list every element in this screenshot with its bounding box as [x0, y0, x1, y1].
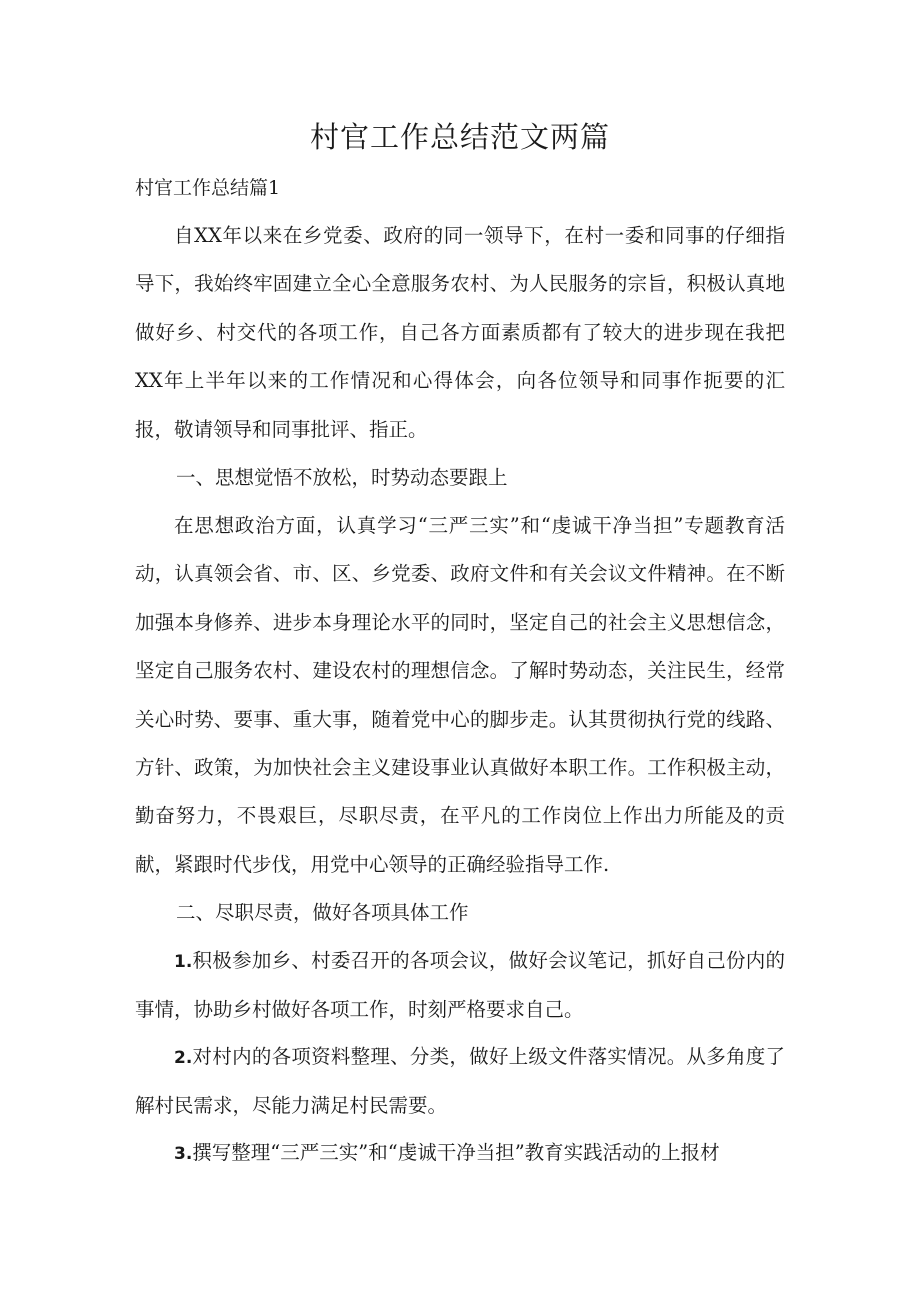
item-number: 2.	[174, 1048, 193, 1068]
item-text: 积极参加乡、村委召开的各项会议，做好会议笔记，抓好自己份内的事情，协助乡村做好各项工作，时刻严格要求自己。	[135, 949, 785, 1022]
list-item	[135, 1033, 785, 1131]
intro-paragraph: 自XX年以来在乡党委、政府的同一领导下，在村一委和同事的仔细指导下，我始终牢固建立全心全意服务农村、为人民服务的宗旨，积极认真地做好乡、村交代的各项工作，自己各方面素质都有了较大的进步现在我把XX年上半年以来的工作情况和心得体会，向各位领导和同事作扼要的汇报，敬请领导和同事批评、指正。	[135, 224, 785, 441]
item-number: 3.	[174, 1144, 193, 1164]
section-1-paragraph: 在思想政治方面，认真学习“三严三实”和“虔诚干净当担”专题教育活动，认真领会省、市、区、乡党委、政府文件和有关会议文件精神。在不断加强本身修养、进步本身理论水平的同时，坚定自己的社会主义思想信念，坚定自己服务农村、建设农村的理想信念。了解时势动态，关注民生，经常关心时势、要事、重大事，随着党中心的脚步走。认其贯彻执行党的线路、方针、政策，为加快社会主义建设事业认真做好本职工作。工作积极主动，勤奋努力，不畏艰巨，尽职尽责，在平凡的工作岗位上作出力所能及的贡献，紧跟时代步伐，用党中心领导的正确经验指导工作.	[135, 514, 785, 876]
item-text: 撰写整理“三严三实”和“虔诚干净当担”教育实践活动的上报材	[192, 1141, 720, 1164]
item-text: 对村内的各项资料整理、分类，做好上级文件落实情况。从多角度了解村民需求，尽能力满足村民需要。	[135, 1045, 785, 1118]
item-number: 1.	[174, 952, 193, 972]
document-subtitle: 村官工作总结篇1	[135, 177, 281, 199]
list-item	[135, 1129, 785, 1178]
document-title: 村官工作总结范文两篇	[309, 120, 610, 154]
section-heading-1: 一、思想觉悟不放松，时势动态要跟上	[176, 466, 508, 489]
section-heading-2: 二、尽职尽责，做好各项具体工作	[176, 901, 469, 924]
list-item	[135, 937, 785, 1035]
